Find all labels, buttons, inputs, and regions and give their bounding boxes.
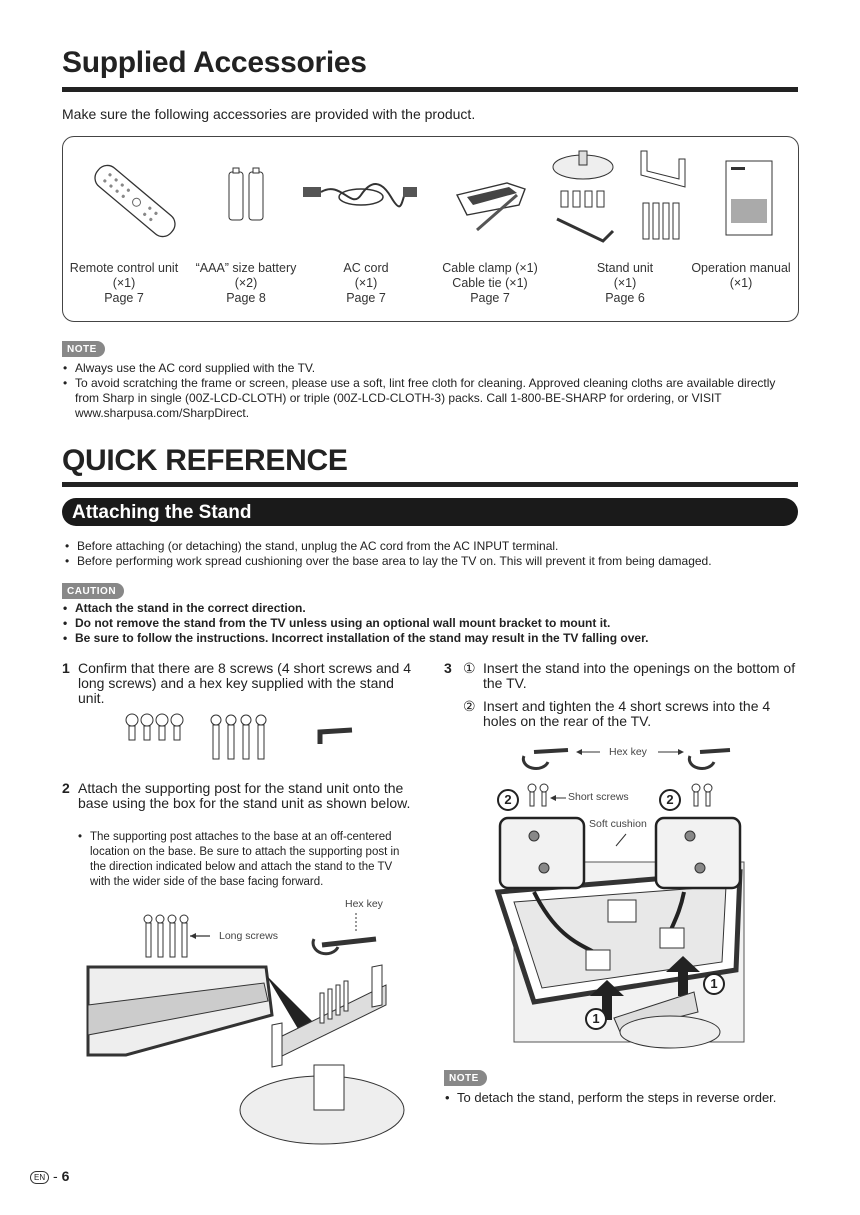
before-note-item: • Before performing work spread cushioning over the base area to lay the TV on. This will prevent it from being damaged. [64, 554, 804, 569]
intro-text: Make sure the following accessories are provided with the product. [62, 106, 476, 122]
step1-screws-image [120, 712, 360, 762]
note-label-2: NOTE [444, 1070, 487, 1086]
accessory-manual: Operation manual (×1) [691, 261, 791, 290]
note-item: • To detach the stand, perform the steps in reverse order. [444, 1090, 804, 1105]
callout-1-right: 1 [703, 973, 725, 995]
caution-item: • Do not remove the stand from the TV unless using an optional wall mount bracket to mount it. [62, 616, 648, 631]
caution-item: • Be sure to follow the instructions. Incorrect installation of the stand may result in the TV falling over. [62, 631, 648, 646]
long-screws-label: Long screws [219, 930, 278, 942]
stand-bracket-image [633, 147, 693, 243]
hex-key-label-step2: Hex key [345, 898, 383, 910]
callout-2-right: 2 [659, 789, 681, 811]
page-number: 6 [61, 1168, 70, 1184]
ac-cord-image [301, 175, 421, 215]
accessory-remote: Remote control unit (×1) Page 7 [69, 261, 179, 305]
stand-unit-image [547, 149, 619, 245]
quick-reference-title: QUICK REFERENCE [62, 444, 348, 477]
title-rule [62, 87, 798, 92]
caution-label: CAUTION [62, 583, 124, 599]
battery-image [225, 167, 267, 223]
note-item: • To avoid scratching the frame or screen, please use a soft, lint free cloth for cleaning. Approved cleaning cloths are available directly from Sharp in single (00Z-LCD-CLOTH) or triple (00Z-LCD-CLOTH-3) packs. Call 1-800-BE-SHARP for ordering, or VISIT www.sharpusa.com/SharpDirect. [62, 376, 802, 421]
callout-1-left: 1 [585, 1008, 607, 1030]
quick-reference-rule [62, 482, 798, 487]
section-header: Attaching the Stand [62, 498, 798, 526]
step-3a: ① Insert the stand into the openings on the bottom of the TV. [463, 660, 796, 691]
remote-control-image [89, 151, 181, 249]
note-label: NOTE [62, 341, 105, 357]
accessories-box [62, 136, 799, 322]
cable-clamp-image [447, 175, 537, 237]
manual-image [723, 159, 777, 239]
caution-list [62, 601, 648, 646]
callout-2-left: 2 [497, 789, 519, 811]
accessory-battery: “AAA” size battery (×2) Page 8 [195, 261, 297, 305]
notes-list-2 [444, 1090, 804, 1105]
language-badge: EN [30, 1171, 49, 1184]
before-note-item: • Before attaching (or detaching) the stand, unplug the AC cord from the AC INPUT terminal. [64, 539, 804, 554]
accessory-ac-cord: AC cord (×1) Page 7 [343, 261, 389, 305]
step-1: 1 Confirm that there are 8 screws (4 short screws and 4 long screws) and a hex key supplied with the stand unit. [62, 660, 412, 706]
before-notes-list [64, 539, 804, 569]
page-title: Supplied Accessories [62, 46, 367, 79]
notes-list [62, 361, 802, 421]
hex-key-label-step3: Hex key [609, 746, 647, 758]
step-2: 2 Attach the supporting post for the stand unit onto the base using the box for the stand unit as shown below. [62, 780, 411, 811]
step-2-note: • The supporting post attaches to the base at an off-centered location on the base. Be sure to attach the supporting post in the direction indicated below and attach the stand to the TV with the wider side of the base facing forward. [78, 831, 400, 888]
accessory-cable-clamp: Cable clamp (×1) Cable tie (×1) Page 7 [442, 261, 538, 305]
soft-cushion-label: Soft cushion [589, 818, 647, 830]
page-footer: EN - 6 [30, 1168, 69, 1184]
step-3b: ② Insert and tighten the 4 short screws into the 4 holes on the rear of the TV. [463, 698, 771, 729]
note-item: • Always use the AC cord supplied with the TV. [62, 361, 802, 376]
tv-mount-illustration [494, 742, 754, 1062]
caution-item: • Attach the stand in the correct direction. [62, 601, 648, 616]
short-screws-label: Short screws [568, 791, 629, 803]
accessory-stand-unit: Stand unit (×1) Page 6 [596, 261, 654, 305]
